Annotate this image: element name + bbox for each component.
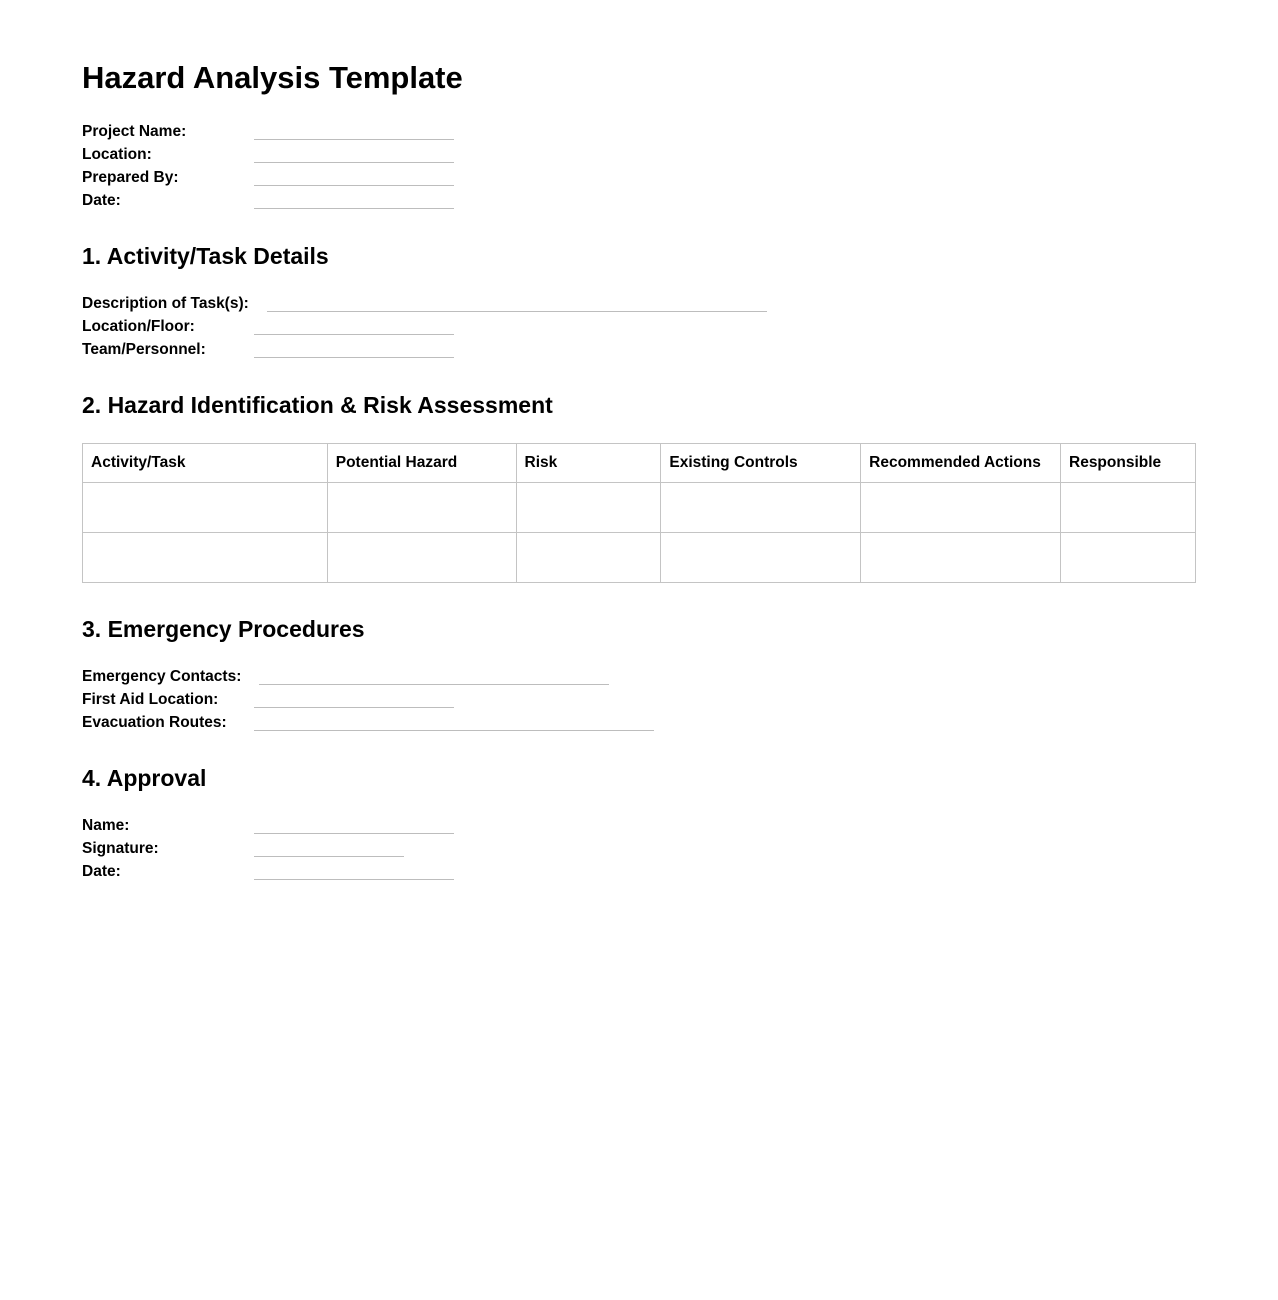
approval-name-field[interactable] (82, 816, 982, 839)
prepared-by-input-line[interactable] (254, 185, 454, 186)
field-label: First Aid Location: (82, 691, 219, 708)
evacuation-routes-input-line[interactable] (254, 730, 654, 731)
location-floor-input-line[interactable] (254, 334, 454, 335)
first-aid-location-input-line[interactable] (254, 707, 454, 708)
prepared-by-field[interactable] (82, 168, 982, 191)
field-label: Description of Task(s): (82, 295, 249, 312)
table-cell[interactable] (327, 533, 516, 583)
field-label: Team/Personnel: (82, 341, 206, 358)
hazard-table (82, 443, 1196, 583)
column-header-controls: Existing Controls (661, 444, 861, 483)
field-label: Location: (82, 146, 152, 163)
team-personnel-input-line[interactable] (254, 357, 454, 358)
location-floor-field[interactable] (82, 317, 982, 340)
table-row (83, 533, 1196, 583)
field-label: Date: (82, 192, 121, 209)
emergency-contacts-input-line[interactable] (259, 684, 609, 685)
column-header-activity: Activity/Task (83, 444, 328, 483)
column-header-actions: Recommended Actions (861, 444, 1061, 483)
location-field[interactable] (82, 145, 982, 168)
approval-signature-input-line[interactable] (254, 856, 404, 857)
approval-date-field[interactable] (82, 862, 982, 885)
description-field[interactable] (82, 294, 982, 317)
approval-signature-field[interactable] (82, 839, 982, 862)
column-header-responsible: Responsible (1061, 444, 1196, 483)
table-cell[interactable] (83, 533, 328, 583)
first-aid-location-field[interactable] (82, 690, 982, 713)
field-label: Date: (82, 863, 121, 880)
table-cell[interactable] (661, 483, 861, 533)
table-cell[interactable] (861, 533, 1061, 583)
project-name-input-line[interactable] (254, 139, 454, 140)
page-title: Hazard Analysis Template (82, 60, 463, 95)
section-heading-approval: 4. Approval (82, 765, 207, 791)
table-cell[interactable] (661, 533, 861, 583)
field-label: Emergency Contacts: (82, 668, 242, 685)
field-label: Location/Floor: (82, 318, 195, 335)
project-name-field[interactable] (82, 122, 982, 145)
location-input-line[interactable] (254, 162, 454, 163)
section-heading-hazard: 2. Hazard Identification & Risk Assessment (82, 392, 553, 418)
table-cell[interactable] (1061, 533, 1196, 583)
column-header-hazard: Potential Hazard (327, 444, 516, 483)
team-personnel-field[interactable] (82, 340, 982, 363)
date-input-line[interactable] (254, 208, 454, 209)
table-cell[interactable] (516, 483, 661, 533)
section-heading-activity: 1. Activity/Task Details (82, 243, 329, 269)
table-row (83, 483, 1196, 533)
table-cell[interactable] (861, 483, 1061, 533)
section-heading-emergency: 3. Emergency Procedures (82, 616, 365, 642)
approval-date-input-line[interactable] (254, 879, 454, 880)
table-cell[interactable] (516, 533, 661, 583)
table-cell[interactable] (1061, 483, 1196, 533)
field-label: Evacuation Routes: (82, 714, 227, 731)
field-label: Prepared By: (82, 169, 179, 186)
evacuation-routes-field[interactable] (82, 713, 982, 736)
emergency-contacts-field[interactable] (82, 667, 982, 690)
field-label: Signature: (82, 840, 159, 857)
approval-name-input-line[interactable] (254, 833, 454, 834)
description-input-line[interactable] (267, 311, 767, 312)
table-cell[interactable] (83, 483, 328, 533)
field-label: Name: (82, 817, 130, 834)
date-field[interactable] (82, 191, 982, 214)
table-cell[interactable] (327, 483, 516, 533)
column-header-risk: Risk (516, 444, 661, 483)
table-header-row (83, 444, 1196, 483)
field-label: Project Name: (82, 123, 187, 140)
